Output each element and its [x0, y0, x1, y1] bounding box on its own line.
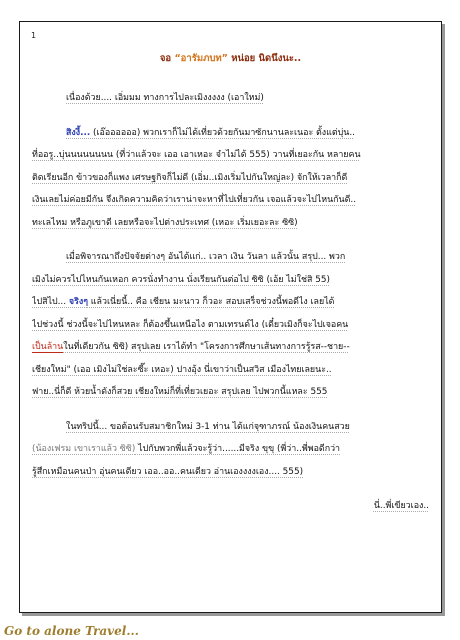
line-text: เมิงไม่ควรไปไหนกันเหอก ควรนั่งทำงาน นั่งเรียนกันต่อไป ซิซิ (เอ้ย ไม่ใช่สิ 55): [32, 274, 330, 285]
text-line: [32, 189, 429, 212]
paragraph-gap: [32, 110, 429, 122]
text-line: [32, 269, 429, 292]
line-text: แล้วเนี่ยนี้.. คือ เชียน มะนาว ก็วอะ สอบเสร็จช่วงนี้พอดีไง เลยได้: [87, 297, 335, 307]
text-line: [32, 416, 429, 439]
text-line: [32, 291, 429, 314]
title-suffix: หน่อย นิดนึงนะ..: [227, 53, 302, 64]
text-line: [32, 246, 429, 269]
emphasis-text: จริงๆ: [68, 297, 88, 307]
text-line: [32, 359, 429, 382]
line-text: ในทริปนี้... ขอต้อนรับสมาชิกใหม่ 3-1 ท่าน ได้แก่จุฑาภรณ์ น้องเงินคนสวย: [66, 421, 350, 432]
line-text: ไปกับพวกพี่แล้วจะรู้ว่า......มีจริง ขุขุ (พี่ว่า..พี่พอดีกว่า: [135, 444, 341, 454]
line-text: ฟาย..นี่ก็ดี ห้วยน้ำดังก็สวย เชียงใหม่ก็ที่เที่ยวเยอะ สรุปเลย ไปพวกนี้แหละ 555: [32, 387, 328, 397]
underlined-text: เป็นล้าน: [32, 342, 64, 352]
title-prefix: จอ: [159, 53, 175, 64]
document-page: [19, 21, 442, 613]
aside-text: (น้องเฟรม เขาเราแล้ว ซิซิ): [32, 444, 136, 454]
line-text: เมื่อพิจารณาถึงปัจจัยต่างๆ อันได้แก่.. เวลา เงิน วันลา แล้วนั้น สรุป... พวก: [66, 252, 346, 262]
line-text: นี่..พี่เขียวเอง..: [373, 501, 429, 511]
paragraph-gap: [32, 483, 429, 495]
text-line: [32, 461, 429, 484]
text-line: [32, 144, 429, 167]
text-line: [32, 336, 429, 359]
paragraph-gap: [32, 234, 429, 246]
emphasis-text: สิงงี้...: [66, 127, 91, 138]
line-text: ติดเรียนอีก ข้าวของก็แพง เศรษฐกิจก็ไม่ดี (เอิ่ม..เมิงเริ่มไปกันใหญ่ละ) จักให้เวลาก็ดี: [32, 172, 348, 183]
text-line: [32, 212, 429, 235]
line-text: เนื่องด้วย.... เอิ่มมม ทางการไปละเมิงงงงง (เอาใหม่): [66, 93, 264, 103]
text-line: [32, 122, 429, 145]
line-text: ไปสิไป...: [32, 297, 69, 307]
paragraph-gap: [32, 404, 429, 416]
text-line: [32, 381, 429, 404]
document-body: [32, 87, 429, 518]
line-text: ทะเลไหม หรือภูเขาดี เลยหรือจะไปต่างประเทศ (เหอะ เริ่มเยอะละ ซิซิ): [32, 217, 298, 228]
page-title: [20, 51, 441, 66]
line-text: ที่ออรู..บุ่นนนนนนนน (ที่ว่าแล้วจะ เออ เอาเหอะ จำไม่ได้ 555) วานที่เยอะกัน หลายคน: [32, 150, 361, 160]
line-text: ในที่เดียวกัน ซิซิ) สรุปเลย เราได้ทำ "โครงการศึกษาเส้นทางการรู้รส--ชาย--: [63, 342, 350, 352]
watermark-logo: Go to alone Travel...: [4, 624, 139, 638]
line-text: รู้สึกเหมือนคนป่า อุ่นคนเดียว เออ..ออ..คนเดียว อ่านเองงงงเอง.... 555): [32, 466, 304, 477]
line-text: ไปช่วงนี้ ช่วงนี้จะไปไหนหละ ก็ต้องขึ้นเหนือไง ตามเทรนด์ไง (เดี๋ยวเมิงก็จะไปเจอคน: [32, 319, 349, 330]
line-text: เงินเลยไม่ค่อยมีกัน จึงเกิดความคิดว่าเราน่าจะหาที่ไปเที่ยวกัน เจอแล้วจะไปไหนกันดี..: [32, 195, 357, 205]
line-text: (เอ๊ออออออ) พวกเราก็ไม่ได้เที่ยวด้วยกันมาซักนานละเนอะ ตั้งแต่บุ่น..: [90, 127, 355, 138]
page-number: 1: [31, 31, 37, 40]
line-text: เชียงใหม่" (เออ เมิงไม่ใช่ละซี๊ะ เหอะ) ปางอุ้ง นี่เขาว่าเป็นสวิส เมืองไทยเลยนะ..: [32, 364, 332, 375]
text-line: [32, 314, 429, 337]
signature-line: [32, 495, 429, 518]
text-line: [32, 438, 429, 461]
text-line: [32, 87, 429, 110]
title-highlight: “อารัมภบท”: [174, 53, 228, 64]
text-line: [32, 167, 429, 190]
